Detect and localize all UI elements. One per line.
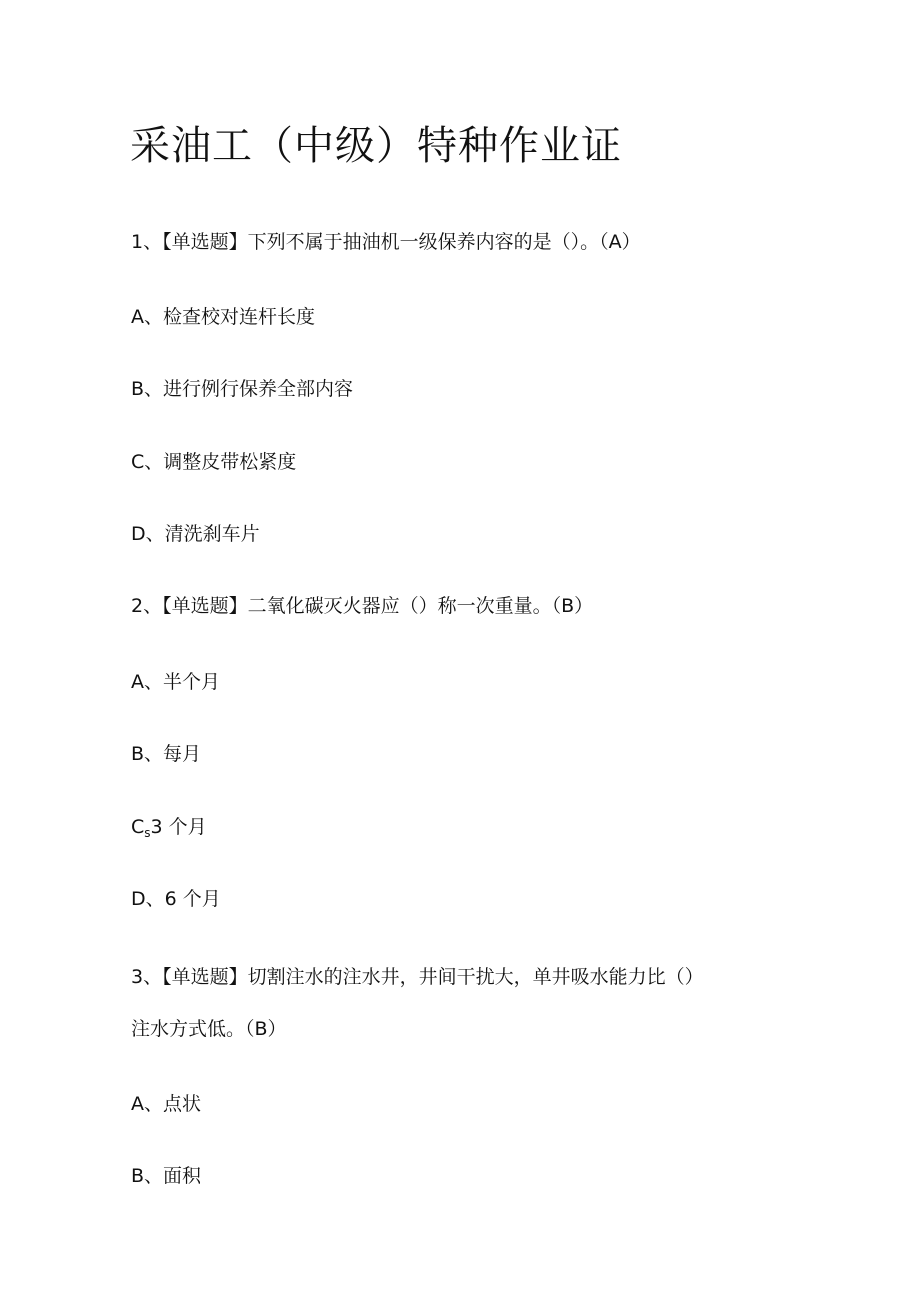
question-2-option-b: B、每月 (131, 743, 202, 765)
question-2-option-d: D、6 个月 (131, 888, 221, 910)
question-1-option-a: A、检查校对连杆长度 (131, 306, 315, 328)
question-2-option-a: A、半个月 (131, 671, 220, 693)
question-3-option-b: B、面积 (131, 1165, 202, 1187)
question-2-option-c-text: 3 个月 (150, 816, 207, 838)
question-3-option-a: A、点状 (131, 1093, 201, 1115)
question-1-option-d: D、清洗刹车片 (131, 523, 260, 545)
question-3-stem-line-2: 注水方式低。（B） (131, 1018, 287, 1040)
page-title: 采油工（中级）特种作业证 (130, 123, 622, 169)
question-1-stem: 1、【单选题】下列不属于抽油机一级保养内容的是（）。（A） (131, 231, 641, 253)
question-3-stem-line-1: 3、【单选题】切割注水的注水井，井间干扰大，单井吸水能力比（） (131, 966, 704, 988)
question-2-option-c-prefix: C (131, 816, 145, 838)
question-2-option-c-subscript: s (144, 826, 151, 840)
question-1-option-c: C、调整皮带松紧度 (131, 451, 297, 473)
question-2-stem: 2、【单选题】二氧化碳灭火器应（）称一次重量。（B） (131, 595, 594, 617)
question-1-option-b: B、进行例行保养全部内容 (131, 378, 354, 400)
question-2-option-c (131, 813, 207, 847)
